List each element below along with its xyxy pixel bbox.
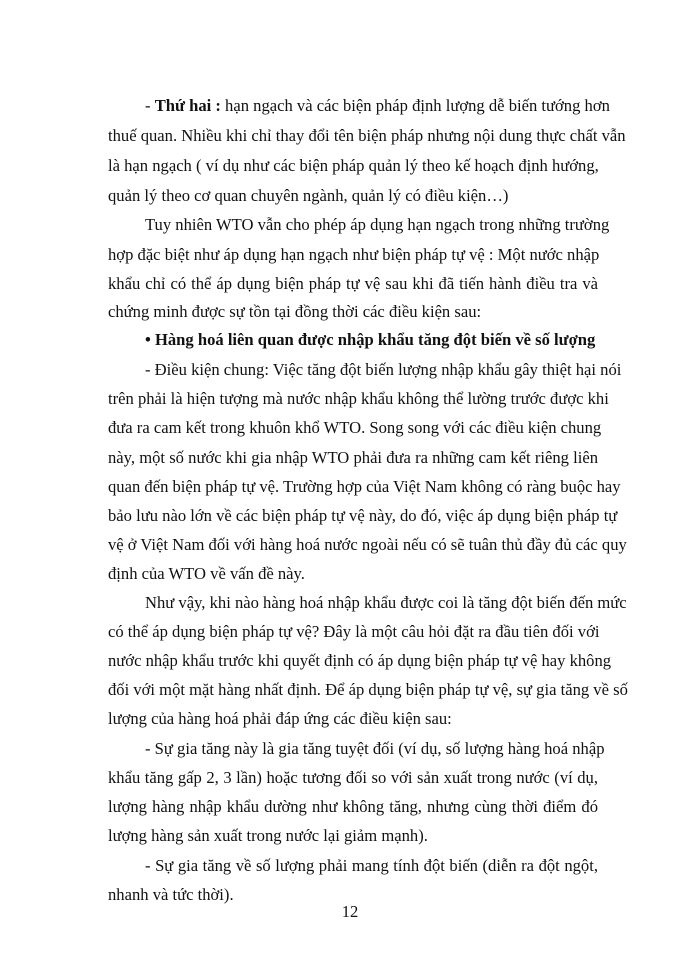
- emphasis-text: Thứ hai :: [154, 96, 221, 115]
- text-line: [145, 96, 610, 116]
- text-line: định của WTO về vấn đề này.: [108, 564, 305, 583]
- text-line: khẩu tăng gấp 2, 3 lần) hoặc tương đối so với sản xuất trong nước (ví dụ,: [108, 768, 598, 787]
- text-line: nhanh và tức thời).: [108, 885, 234, 904]
- text-line: thuế quan. Nhiều khi chỉ thay đổi tên biện pháp nhưng nội dung thực chất vẫn: [108, 126, 626, 145]
- text-line: - Sự gia tăng về số lượng phải mang tính đột biến (diễn ra đột ngột,: [145, 856, 598, 875]
- page-number: 12: [341, 902, 359, 921]
- text-line: lượng của hàng hoá phải đáp ứng các điều kiện sau:: [108, 709, 452, 728]
- text-line: Tuy nhiên WTO vẫn cho phép áp dụng hạn ngạch trong những trường: [145, 215, 610, 234]
- text-line: hợp đặc biệt như áp dụng hạn ngạch như biện pháp tự vệ : Một nước nhập: [108, 245, 600, 264]
- text-line: nước nhập khẩu trước khi quyết định có áp dụng biện pháp tự vệ hay không: [108, 651, 612, 670]
- text-line: lượng hàng sản xuất trong nước lại giảm mạnh).: [108, 826, 428, 845]
- text-line: chứng minh được sự tồn tại đồng thời các điều kiện sau:: [108, 302, 482, 321]
- list-dash: -: [145, 96, 155, 115]
- text-line: vệ ở Việt Nam đối với hàng hoá nước ngoài nếu có sẽ tuân thủ đầy đủ các quy: [108, 535, 627, 554]
- text-line: có thể áp dụng biện pháp tự vệ? Đây là một câu hỏi đặt ra đầu tiên đối với: [108, 622, 600, 641]
- bullet-icon: •: [145, 330, 155, 349]
- text-line: - Sự gia tăng này là gia tăng tuyệt đối (ví dụ, số lượng hàng hoá nhập: [145, 739, 605, 758]
- line-text: hạn ngạch và các biện pháp định lượng dễ biến tướng hơn: [220, 96, 610, 115]
- heading-text: Hàng hoá liên quan được nhập khẩu tăng đột biến về số lượng: [154, 330, 596, 349]
- section-heading: [145, 330, 595, 350]
- text-line: là hạn ngạch ( ví dụ như các biện pháp quản lý theo kế hoạch định hướng,: [108, 156, 599, 175]
- text-line: Như vậy, khi nào hàng hoá nhập khẩu được coi là tăng đột biến đến mức: [145, 593, 627, 612]
- text-line: quan đến biện pháp tự vệ. Trường hợp của Việt Nam không có ràng buộc hay: [108, 477, 621, 496]
- text-line: khẩu chỉ có thể áp dụng biện pháp tự vệ sau khi đã tiến hành điều tra và: [108, 274, 598, 293]
- text-line: lượng hàng nhập khẩu dường như không tăng, nhưng cùng thời điểm đó: [108, 797, 598, 816]
- text-line: này, một số nước khi gia nhập WTO phải đưa ra những cam kết riêng liên: [108, 448, 598, 467]
- text-line: đưa ra cam kết trong khuôn khổ WTO. Song song với các điều kiện chung: [108, 418, 602, 437]
- text-line: trên phải là hiện tượng mà nước nhập khẩu không thể lường trước được khi: [108, 389, 609, 408]
- text-line: bảo lưu nào lớn về các biện pháp tự vệ này, do đó, việc áp dụng biện pháp tự: [108, 506, 618, 525]
- text-line: - Điều kiện chung: Việc tăng đột biến lượng nhập khẩu gây thiệt hại nói: [145, 360, 622, 379]
- text-line: quản lý theo cơ quan chuyên ngành, quản lý có điều kiện…): [108, 186, 509, 205]
- text-line: đối với một mặt hàng nhất định. Để áp dụng biện pháp tự vệ, sự gia tăng về số: [108, 680, 628, 699]
